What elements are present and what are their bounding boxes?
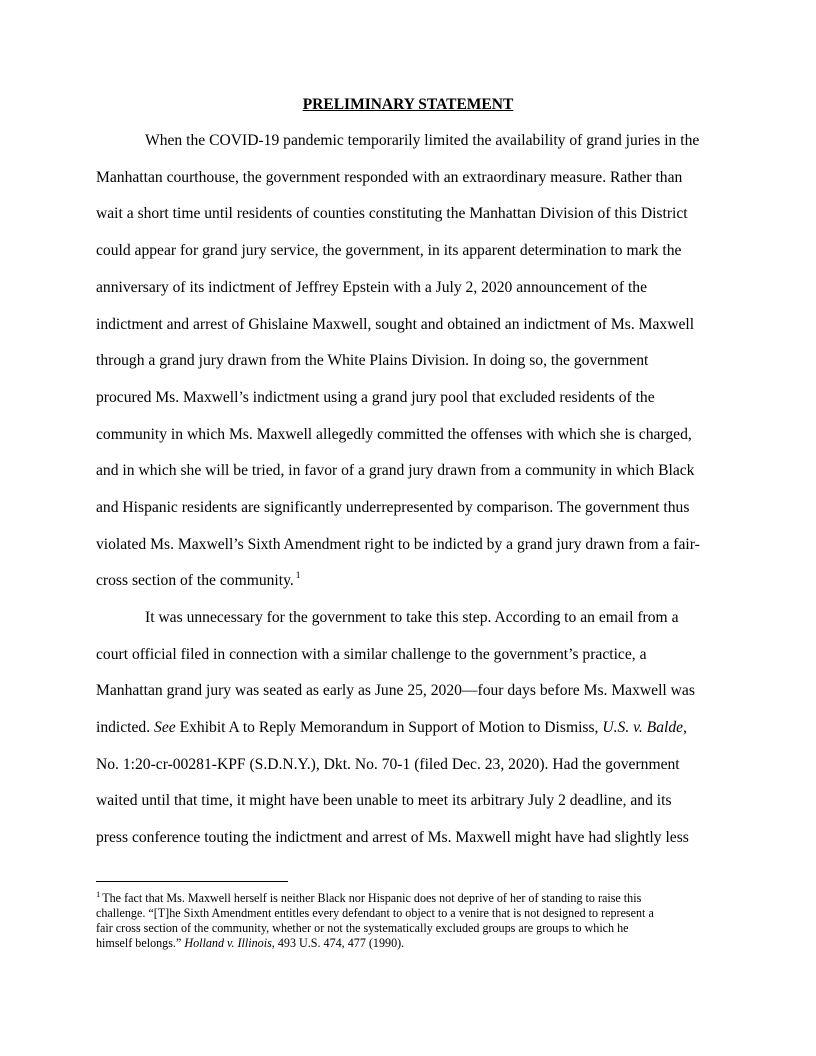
para1-line: When the COVID-19 pandemic temporarily limited the availability of grand juries in the xyxy=(145,132,700,149)
para2-line: No. 1:20-cr-00281-KPF (S.D.N.Y.), Dkt. No. 70-1 (filed Dec. 23, 2020). Had the government xyxy=(96,756,680,773)
footnote-reference[interactable]: 1 xyxy=(295,571,301,581)
para1-line: community in which Ms. Maxwell allegedly committed the offenses with which she is charged, xyxy=(96,426,692,443)
para1-line: and in which she will be tried, in favor of a grand jury drawn from a community in which Black xyxy=(96,462,695,479)
para2-line: court official filed in connection with a similar challenge to the government’s practice, a xyxy=(96,646,647,663)
para2-line: waited until that time, it might have been unable to meet its arbitrary July 2 deadline, and its xyxy=(96,792,672,809)
page-heading: PRELIMINARY STATEMENT xyxy=(302,96,514,113)
para1-line: Manhattan courthouse, the government responded with an extraordinary measure. Rather than xyxy=(96,169,683,186)
para2-line: press conference touting the indictment and arrest of Ms. Maxwell might have had slightly less xyxy=(96,829,689,846)
para1-line: anniversary of its indictment of Jeffrey Epstein with a July 2, 2020 announcement of the xyxy=(96,279,647,296)
footnote-mark: 1 xyxy=(96,889,101,899)
footnote-citation-line xyxy=(96,936,404,951)
para1-last-line xyxy=(96,571,301,593)
para2-text: Exhibit A to Reply Memorandum in Support of Motion to Dismiss, xyxy=(175,719,603,736)
para2-line: Manhattan grand jury was seated as early as June 25, 2020—four days before Ms. Maxwell was xyxy=(96,682,695,699)
footnote-text: 493 U.S. 474, 477 (1990). xyxy=(274,936,405,950)
para2-text: indicted. xyxy=(96,719,155,736)
para1-line: violated Ms. Maxwell’s Sixth Amendment right to be indicted by a grand jury drawn from a fair- xyxy=(96,536,700,553)
footnote-line xyxy=(96,891,641,907)
para1-line: through a grand jury drawn from the White Plains Division. In doing so, the government xyxy=(96,352,649,369)
para1-line-text: cross section of the community. xyxy=(96,572,294,589)
para2-line: It was unnecessary for the government to take this step. According to an email from a xyxy=(145,609,679,626)
footnote-line: fair cross section of the community, whether or not the systematically excluded groups are groups to which he xyxy=(96,921,629,935)
para1-line: and Hispanic residents are significantly underrepresented by comparison. The government thus xyxy=(96,499,690,516)
para2-citation-line xyxy=(96,718,687,738)
signal-see: See xyxy=(154,719,176,736)
para1-line: indictment and arrest of Ghislaine Maxwell, sought and obtained an indictment of Ms. Maxwell xyxy=(96,316,695,333)
case-name: U.S. v. Balde, xyxy=(602,719,687,736)
para1-line: procured Ms. Maxwell’s indictment using a grand jury pool that excluded residents of the xyxy=(96,389,655,406)
para1-line: wait a short time until residents of counties constituting the Manhattan Division of this District xyxy=(96,205,688,222)
footnote-text: The fact that Ms. Maxwell herself is neither Black nor Hispanic does not deprive of her of standing to raise this xyxy=(102,891,642,905)
para1-line: could appear for grand jury service, the government, in its apparent determination to mark the xyxy=(96,242,682,259)
footnote-case-name: Holland v. Illinois, xyxy=(184,936,275,950)
footnote-line: challenge. “[T]he Sixth Amendment entitles every defendant to object to a venire that is not designed to represent a xyxy=(96,906,654,920)
footnote-text: himself belongs.” xyxy=(96,936,185,950)
footnote-separator xyxy=(96,881,288,882)
